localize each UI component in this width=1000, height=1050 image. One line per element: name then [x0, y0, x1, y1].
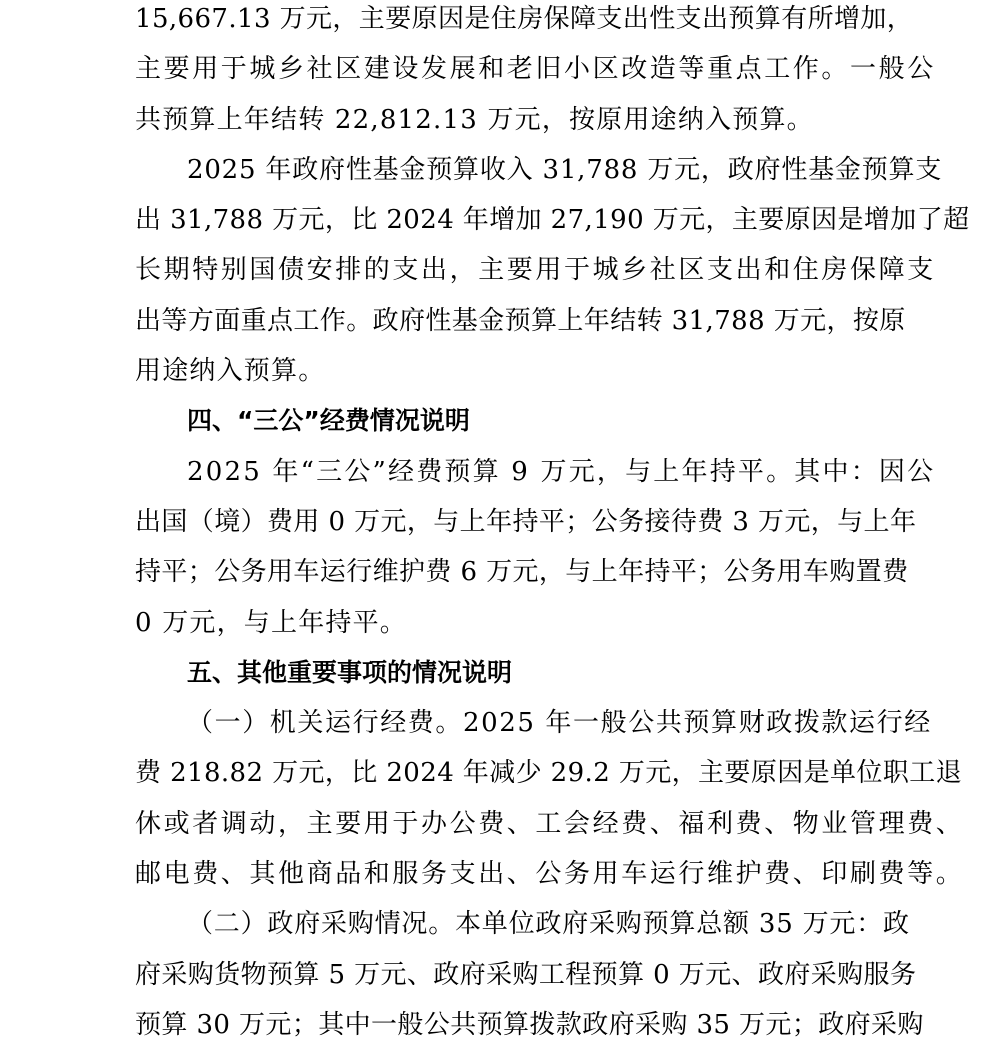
text-line: 长期特别国债安排的支出，主要用于城乡社区支出和住房保障支	[135, 255, 936, 286]
text-line: 府采购货物预算 5 万元、政府采购工程预算 0 万元、政府采购服务	[135, 959, 917, 990]
text-line: 主要用于城乡社区建设发展和老旧小区改造等重点工作。一般公	[135, 54, 936, 85]
text-line: 用途纳入预算。	[135, 356, 326, 387]
text-line: 15,667.13 万元，主要原因是住房保障支出性支出预算有所增加，	[135, 4, 914, 34]
paragraph-first-line: （一）机关运行经费。2025 年一般公共预算财政拨款运行经	[187, 708, 932, 739]
text-line: 持平；公务用车运行维护费 6 万元，与上年持平；公务用车购置费	[135, 557, 909, 588]
document-page	[135, 0, 970, 1050]
text-line: 出 31,788 万元，比 2024 年增加 27,190 万元，主要原因是增加了超	[135, 205, 970, 236]
text-line: 预算 30 万元；其中一般公共预算拨款政府采购 35 万元；政府采购	[135, 1009, 924, 1040]
text-line: 邮电费、其他商品和服务支出、公务用车运行维护费、印刷费等。	[135, 859, 965, 890]
text-line: 休或者调动，主要用于办公费、工会经费、福利费、物业管理费、	[135, 808, 965, 839]
paragraph-first-line: 2025 年政府性基金预算收入 31,788 万元，政府性基金预算支	[187, 154, 943, 185]
text-line: 共预算上年结转 22,812.13 万元，按原用途纳入预算。	[135, 104, 814, 135]
paragraph-first-line: 2025 年“三公”经费预算 9 万元，与上年持平。其中：因公	[187, 456, 936, 487]
paragraph-first-line: （二）政府采购情况。本单位政府采购预算总额 35 万元：政	[187, 909, 910, 940]
text-line: 0 万元，与上年持平。	[135, 607, 408, 638]
section-heading: 四、“三公”经费情况说明	[187, 406, 470, 436]
text-line: 出等方面重点工作。政府性基金预算上年结转 31,788 万元，按原	[135, 305, 906, 336]
section-heading: 五、其他重要事项的情况说明	[187, 657, 513, 687]
text-line: 费 218.82 万元，比 2024 年减少 29.2 万元，主要原因是单位职工退	[135, 758, 963, 789]
text-line: 出国（境）费用 0 万元，与上年持平；公务接待费 3 万元，与上年	[135, 506, 917, 537]
